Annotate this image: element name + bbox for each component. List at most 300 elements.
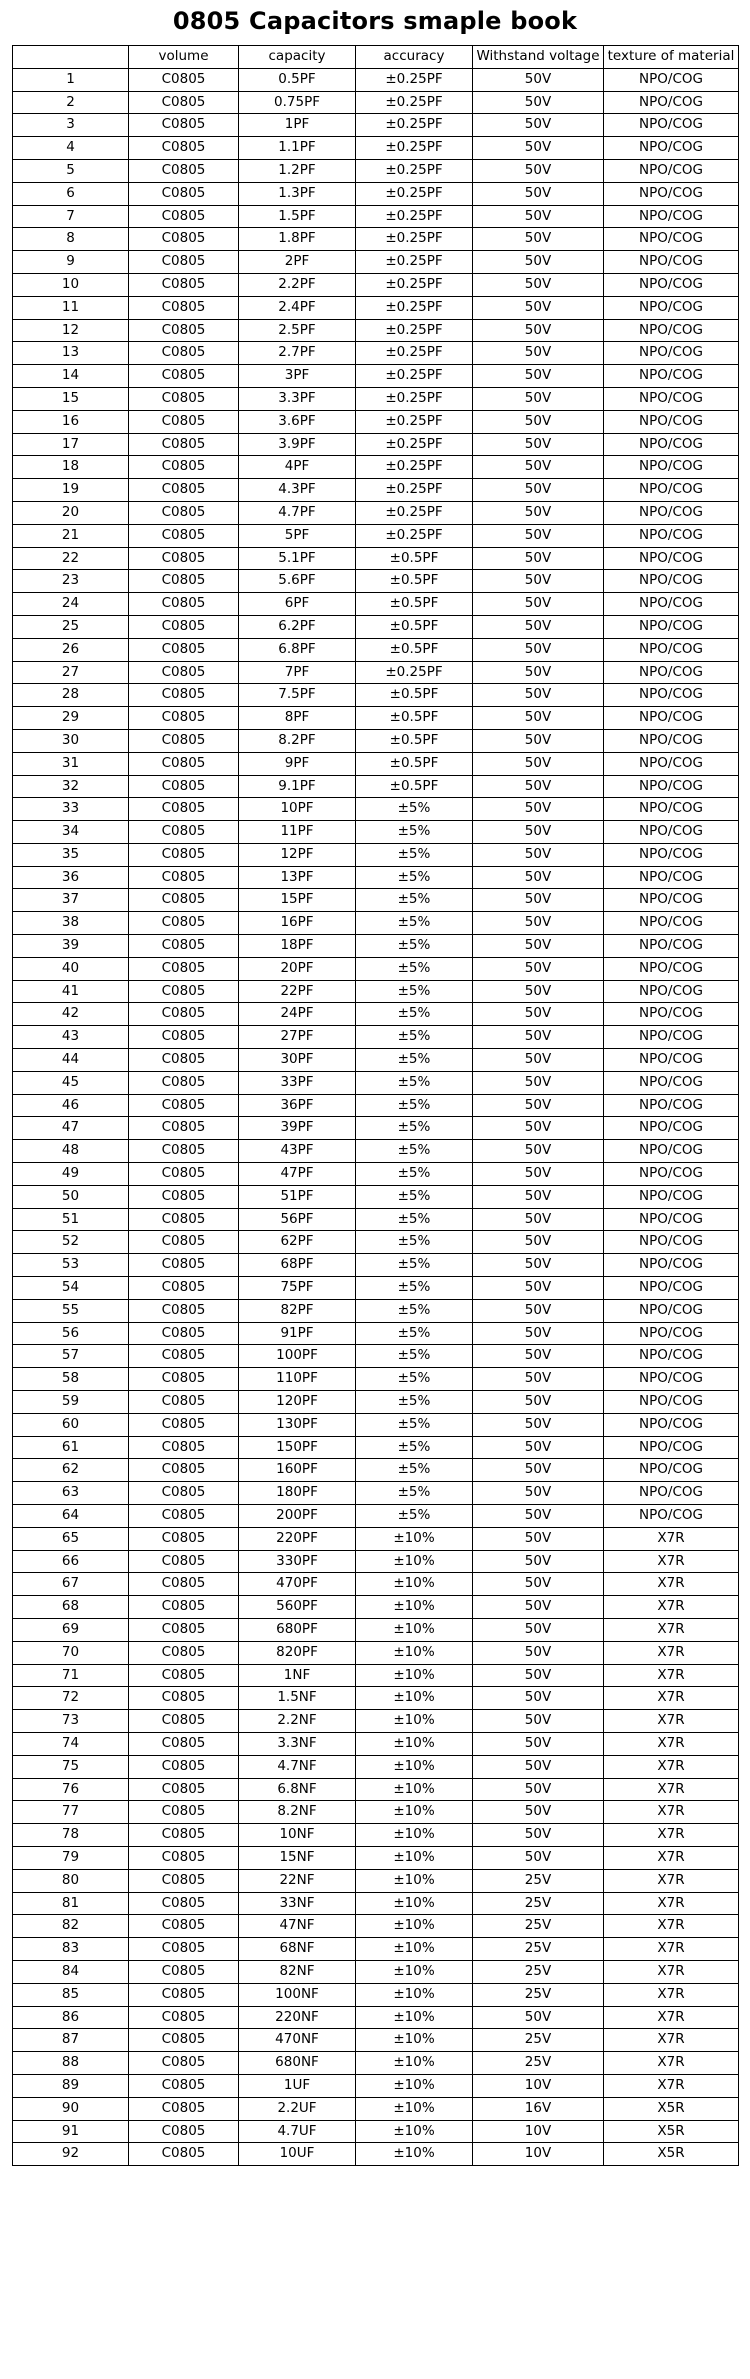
cell-texture: NPO/COG xyxy=(604,137,739,160)
cell-volume: C0805 xyxy=(129,456,239,479)
cell-texture: NPO/COG xyxy=(604,821,739,844)
table-row xyxy=(13,2052,739,2075)
cell-volume: C0805 xyxy=(129,1391,239,1414)
cell-texture: X7R xyxy=(604,1960,739,1983)
cell-index: 11 xyxy=(13,296,129,319)
cell-withstand-voltage: 50V xyxy=(473,1801,604,1824)
cell-withstand-voltage: 50V xyxy=(473,1459,604,1482)
cell-withstand-voltage: 50V xyxy=(473,1322,604,1345)
table-row xyxy=(13,798,739,821)
cell-volume: C0805 xyxy=(129,228,239,251)
cell-capacity: 30PF xyxy=(239,1049,356,1072)
cell-texture: NPO/COG xyxy=(604,1049,739,1072)
cell-accuracy: ±10% xyxy=(356,1755,473,1778)
table-row xyxy=(13,729,739,752)
cell-withstand-voltage: 50V xyxy=(473,615,604,638)
cell-withstand-voltage: 50V xyxy=(473,159,604,182)
cell-accuracy: ±5% xyxy=(356,1140,473,1163)
cell-index: 46 xyxy=(13,1094,129,1117)
cell-volume: C0805 xyxy=(129,159,239,182)
cell-index: 29 xyxy=(13,707,129,730)
table-row xyxy=(13,1527,739,1550)
header-index xyxy=(13,46,129,69)
cell-accuracy: ±5% xyxy=(356,1413,473,1436)
cell-index: 37 xyxy=(13,889,129,912)
cell-index: 73 xyxy=(13,1710,129,1733)
cell-texture: NPO/COG xyxy=(604,319,739,342)
cell-accuracy: ±10% xyxy=(356,1801,473,1824)
table-row xyxy=(13,2029,739,2052)
cell-capacity: 2.2NF xyxy=(239,1710,356,1733)
table-row xyxy=(13,912,739,935)
cell-accuracy: ±5% xyxy=(356,1391,473,1414)
cell-withstand-voltage: 50V xyxy=(473,1163,604,1186)
cell-capacity: 4.7PF xyxy=(239,501,356,524)
cell-capacity: 20PF xyxy=(239,957,356,980)
table-row xyxy=(13,843,739,866)
table-row xyxy=(13,1824,739,1847)
cell-capacity: 680NF xyxy=(239,2052,356,2075)
cell-accuracy: ±0.25PF xyxy=(356,137,473,160)
cell-volume: C0805 xyxy=(129,1140,239,1163)
cell-capacity: 36PF xyxy=(239,1094,356,1117)
cell-texture: X7R xyxy=(604,1892,739,1915)
cell-volume: C0805 xyxy=(129,1117,239,1140)
cell-withstand-voltage: 50V xyxy=(473,1140,604,1163)
cell-withstand-voltage: 50V xyxy=(473,935,604,958)
cell-index: 50 xyxy=(13,1185,129,1208)
cell-index: 54 xyxy=(13,1277,129,1300)
cell-volume: C0805 xyxy=(129,1185,239,1208)
cell-volume: C0805 xyxy=(129,684,239,707)
table-row xyxy=(13,1345,739,1368)
cell-accuracy: ±5% xyxy=(356,1482,473,1505)
cell-accuracy: ±5% xyxy=(356,1254,473,1277)
cell-texture: NPO/COG xyxy=(604,1003,739,1026)
cell-withstand-voltage: 25V xyxy=(473,2029,604,2052)
cell-texture: NPO/COG xyxy=(604,912,739,935)
cell-withstand-voltage: 50V xyxy=(473,1254,604,1277)
cell-volume: C0805 xyxy=(129,1938,239,1961)
cell-capacity: 1.1PF xyxy=(239,137,356,160)
cell-volume: C0805 xyxy=(129,843,239,866)
cell-withstand-voltage: 50V xyxy=(473,1299,604,1322)
cell-withstand-voltage: 50V xyxy=(473,1573,604,1596)
cell-volume: C0805 xyxy=(129,182,239,205)
cell-accuracy: ±5% xyxy=(356,1231,473,1254)
header-volume: volume xyxy=(129,46,239,69)
table-row xyxy=(13,342,739,365)
table-row xyxy=(13,2143,739,2166)
cell-volume: C0805 xyxy=(129,1231,239,1254)
cell-index: 65 xyxy=(13,1527,129,1550)
table-row xyxy=(13,251,739,274)
cell-volume: C0805 xyxy=(129,1824,239,1847)
cell-capacity: 180PF xyxy=(239,1482,356,1505)
cell-withstand-voltage: 50V xyxy=(473,547,604,570)
cell-accuracy: ±5% xyxy=(356,1071,473,1094)
table-row xyxy=(13,661,739,684)
table-row xyxy=(13,182,739,205)
cell-texture: X7R xyxy=(604,1527,739,1550)
cell-capacity: 2.7PF xyxy=(239,342,356,365)
cell-withstand-voltage: 50V xyxy=(473,707,604,730)
cell-volume: C0805 xyxy=(129,1983,239,2006)
cell-volume: C0805 xyxy=(129,1413,239,1436)
table-row xyxy=(13,91,739,114)
cell-withstand-voltage: 50V xyxy=(473,1527,604,1550)
cell-index: 57 xyxy=(13,1345,129,1368)
cell-capacity: 62PF xyxy=(239,1231,356,1254)
cell-texture: NPO/COG xyxy=(604,1026,739,1049)
cell-texture: NPO/COG xyxy=(604,1071,739,1094)
cell-capacity: 43PF xyxy=(239,1140,356,1163)
cell-withstand-voltage: 50V xyxy=(473,1071,604,1094)
cell-volume: C0805 xyxy=(129,1071,239,1094)
cell-index: 38 xyxy=(13,912,129,935)
table-row xyxy=(13,1482,739,1505)
cell-texture: NPO/COG xyxy=(604,866,739,889)
cell-capacity: 820PF xyxy=(239,1641,356,1664)
cell-capacity: 560PF xyxy=(239,1596,356,1619)
table-row xyxy=(13,1140,739,1163)
cell-accuracy: ±10% xyxy=(356,1778,473,1801)
table-row xyxy=(13,1026,739,1049)
cell-accuracy: ±10% xyxy=(356,1641,473,1664)
cell-texture: NPO/COG xyxy=(604,1094,739,1117)
cell-withstand-voltage: 50V xyxy=(473,729,604,752)
cell-texture: X7R xyxy=(604,1869,739,1892)
cell-volume: C0805 xyxy=(129,1459,239,1482)
cell-texture: NPO/COG xyxy=(604,1231,739,1254)
cell-index: 35 xyxy=(13,843,129,866)
cell-accuracy: ±0.25PF xyxy=(356,91,473,114)
cell-texture: NPO/COG xyxy=(604,593,739,616)
cell-withstand-voltage: 50V xyxy=(473,1094,604,1117)
cell-volume: C0805 xyxy=(129,1710,239,1733)
table-row xyxy=(13,1960,739,1983)
cell-accuracy: ±5% xyxy=(356,889,473,912)
cell-withstand-voltage: 25V xyxy=(473,1983,604,2006)
cell-texture: NPO/COG xyxy=(604,456,739,479)
table-row xyxy=(13,137,739,160)
cell-capacity: 220NF xyxy=(239,2006,356,2029)
cell-index: 59 xyxy=(13,1391,129,1414)
cell-index: 43 xyxy=(13,1026,129,1049)
cell-capacity: 1.2PF xyxy=(239,159,356,182)
cell-capacity: 9.1PF xyxy=(239,775,356,798)
cell-index: 90 xyxy=(13,2097,129,2120)
cell-accuracy: ±0.25PF xyxy=(356,182,473,205)
cell-volume: C0805 xyxy=(129,752,239,775)
cell-index: 56 xyxy=(13,1322,129,1345)
cell-capacity: 1UF xyxy=(239,2074,356,2097)
cell-index: 41 xyxy=(13,980,129,1003)
cell-volume: C0805 xyxy=(129,1345,239,1368)
cell-texture: NPO/COG xyxy=(604,1322,739,1345)
cell-index: 66 xyxy=(13,1550,129,1573)
cell-withstand-voltage: 50V xyxy=(473,524,604,547)
table-row xyxy=(13,524,739,547)
cell-capacity: 22NF xyxy=(239,1869,356,1892)
cell-texture: NPO/COG xyxy=(604,273,739,296)
cell-withstand-voltage: 50V xyxy=(473,273,604,296)
cell-accuracy: ±10% xyxy=(356,1824,473,1847)
cell-accuracy: ±0.5PF xyxy=(356,615,473,638)
cell-volume: C0805 xyxy=(129,1755,239,1778)
cell-volume: C0805 xyxy=(129,1208,239,1231)
cell-volume: C0805 xyxy=(129,1163,239,1186)
cell-capacity: 33NF xyxy=(239,1892,356,1915)
cell-texture: NPO/COG xyxy=(604,205,739,228)
cell-capacity: 680PF xyxy=(239,1618,356,1641)
cell-withstand-voltage: 50V xyxy=(473,1482,604,1505)
cell-texture: NPO/COG xyxy=(604,1254,739,1277)
cell-accuracy: ±0.5PF xyxy=(356,684,473,707)
cell-accuracy: ±5% xyxy=(356,1505,473,1528)
cell-volume: C0805 xyxy=(129,1277,239,1300)
cell-capacity: 3.3PF xyxy=(239,387,356,410)
cell-texture: NPO/COG xyxy=(604,479,739,502)
cell-capacity: 4.3PF xyxy=(239,479,356,502)
table-row xyxy=(13,2120,739,2143)
cell-capacity: 82PF xyxy=(239,1299,356,1322)
cell-volume: C0805 xyxy=(129,2006,239,2029)
cell-volume: C0805 xyxy=(129,1618,239,1641)
cell-capacity: 9PF xyxy=(239,752,356,775)
cell-volume: C0805 xyxy=(129,1596,239,1619)
cell-index: 27 xyxy=(13,661,129,684)
cell-capacity: 0.75PF xyxy=(239,91,356,114)
cell-accuracy: ±10% xyxy=(356,2006,473,2029)
table-row xyxy=(13,410,739,433)
cell-capacity: 39PF xyxy=(239,1117,356,1140)
cell-texture: NPO/COG xyxy=(604,68,739,91)
cell-capacity: 2.2PF xyxy=(239,273,356,296)
cell-capacity: 1NF xyxy=(239,1664,356,1687)
table-row xyxy=(13,980,739,1003)
cell-texture: NPO/COG xyxy=(604,547,739,570)
cell-index: 64 xyxy=(13,1505,129,1528)
table-row xyxy=(13,1505,739,1528)
cell-withstand-voltage: 50V xyxy=(473,1231,604,1254)
cell-index: 78 xyxy=(13,1824,129,1847)
table-row xyxy=(13,707,739,730)
cell-volume: C0805 xyxy=(129,1436,239,1459)
cell-capacity: 16PF xyxy=(239,912,356,935)
cell-index: 19 xyxy=(13,479,129,502)
cell-volume: C0805 xyxy=(129,319,239,342)
cell-withstand-voltage: 10V xyxy=(473,2143,604,2166)
cell-capacity: 150PF xyxy=(239,1436,356,1459)
cell-texture: NPO/COG xyxy=(604,1436,739,1459)
table-row xyxy=(13,2074,739,2097)
cell-volume: C0805 xyxy=(129,114,239,137)
cell-index: 53 xyxy=(13,1254,129,1277)
table-row xyxy=(13,1755,739,1778)
cell-withstand-voltage: 50V xyxy=(473,1049,604,1072)
cell-texture: X7R xyxy=(604,1778,739,1801)
cell-accuracy: ±5% xyxy=(356,1185,473,1208)
cell-texture: NPO/COG xyxy=(604,843,739,866)
cell-texture: NPO/COG xyxy=(604,638,739,661)
cell-index: 39 xyxy=(13,935,129,958)
cell-capacity: 22PF xyxy=(239,980,356,1003)
cell-withstand-voltage: 50V xyxy=(473,866,604,889)
cell-accuracy: ±0.25PF xyxy=(356,456,473,479)
cell-texture: NPO/COG xyxy=(604,159,739,182)
cell-texture: NPO/COG xyxy=(604,1277,739,1300)
cell-index: 47 xyxy=(13,1117,129,1140)
cell-accuracy: ±5% xyxy=(356,843,473,866)
table-row xyxy=(13,68,739,91)
cell-volume: C0805 xyxy=(129,1322,239,1345)
cell-withstand-voltage: 50V xyxy=(473,912,604,935)
cell-capacity: 47NF xyxy=(239,1915,356,1938)
cell-capacity: 5.6PF xyxy=(239,570,356,593)
cell-index: 31 xyxy=(13,752,129,775)
cell-capacity: 11PF xyxy=(239,821,356,844)
cell-index: 83 xyxy=(13,1938,129,1961)
cell-texture: NPO/COG xyxy=(604,228,739,251)
cell-withstand-voltage: 50V xyxy=(473,1618,604,1641)
cell-volume: C0805 xyxy=(129,2120,239,2143)
table-row xyxy=(13,889,739,912)
cell-withstand-voltage: 50V xyxy=(473,1003,604,1026)
capacitor-table xyxy=(12,45,739,2166)
cell-capacity: 12PF xyxy=(239,843,356,866)
cell-index: 67 xyxy=(13,1573,129,1596)
table-row xyxy=(13,593,739,616)
cell-volume: C0805 xyxy=(129,1801,239,1824)
cell-capacity: 470PF xyxy=(239,1573,356,1596)
cell-index: 55 xyxy=(13,1299,129,1322)
cell-capacity: 160PF xyxy=(239,1459,356,1482)
cell-texture: X7R xyxy=(604,1846,739,1869)
cell-volume: C0805 xyxy=(129,1094,239,1117)
cell-withstand-voltage: 50V xyxy=(473,638,604,661)
cell-texture: NPO/COG xyxy=(604,775,739,798)
cell-texture: NPO/COG xyxy=(604,707,739,730)
table-row xyxy=(13,547,739,570)
cell-capacity: 7.5PF xyxy=(239,684,356,707)
cell-volume: C0805 xyxy=(129,205,239,228)
cell-index: 17 xyxy=(13,433,129,456)
cell-withstand-voltage: 50V xyxy=(473,319,604,342)
cell-accuracy: ±0.25PF xyxy=(356,342,473,365)
cell-capacity: 4.7NF xyxy=(239,1755,356,1778)
cell-capacity: 3PF xyxy=(239,365,356,388)
cell-withstand-voltage: 50V xyxy=(473,1846,604,1869)
table-row xyxy=(13,1550,739,1573)
cell-accuracy: ±10% xyxy=(356,1960,473,1983)
cell-accuracy: ±10% xyxy=(356,1732,473,1755)
cell-withstand-voltage: 25V xyxy=(473,1915,604,1938)
table-row xyxy=(13,1983,739,2006)
cell-index: 4 xyxy=(13,137,129,160)
cell-accuracy: ±10% xyxy=(356,1687,473,1710)
cell-capacity: 8.2PF xyxy=(239,729,356,752)
cell-accuracy: ±0.25PF xyxy=(356,319,473,342)
cell-capacity: 4.7UF xyxy=(239,2120,356,2143)
cell-index: 34 xyxy=(13,821,129,844)
cell-accuracy: ±0.5PF xyxy=(356,638,473,661)
cell-accuracy: ±5% xyxy=(356,1322,473,1345)
cell-capacity: 130PF xyxy=(239,1413,356,1436)
cell-capacity: 3.6PF xyxy=(239,410,356,433)
cell-accuracy: ±10% xyxy=(356,1846,473,1869)
cell-capacity: 8PF xyxy=(239,707,356,730)
cell-withstand-voltage: 50V xyxy=(473,821,604,844)
cell-accuracy: ±0.5PF xyxy=(356,547,473,570)
cell-accuracy: ±5% xyxy=(356,1049,473,1072)
cell-capacity: 7PF xyxy=(239,661,356,684)
cell-capacity: 1.8PF xyxy=(239,228,356,251)
cell-texture: X7R xyxy=(604,1618,739,1641)
cell-texture: NPO/COG xyxy=(604,798,739,821)
cell-texture: NPO/COG xyxy=(604,570,739,593)
cell-texture: X7R xyxy=(604,1641,739,1664)
cell-index: 60 xyxy=(13,1413,129,1436)
table-row xyxy=(13,1732,739,1755)
cell-accuracy: ±10% xyxy=(356,1550,473,1573)
table-row xyxy=(13,1231,739,1254)
cell-index: 88 xyxy=(13,2052,129,2075)
cell-texture: X5R xyxy=(604,2143,739,2166)
cell-index: 89 xyxy=(13,2074,129,2097)
cell-accuracy: ±5% xyxy=(356,935,473,958)
cell-accuracy: ±10% xyxy=(356,2143,473,2166)
cell-index: 72 xyxy=(13,1687,129,1710)
table-row xyxy=(13,1869,739,1892)
cell-accuracy: ±10% xyxy=(356,2029,473,2052)
cell-volume: C0805 xyxy=(129,1299,239,1322)
cell-accuracy: ±0.25PF xyxy=(356,273,473,296)
table-row xyxy=(13,821,739,844)
cell-withstand-voltage: 50V xyxy=(473,342,604,365)
cell-index: 61 xyxy=(13,1436,129,1459)
cell-volume: C0805 xyxy=(129,342,239,365)
cell-capacity: 220PF xyxy=(239,1527,356,1550)
cell-volume: C0805 xyxy=(129,1482,239,1505)
cell-withstand-voltage: 50V xyxy=(473,228,604,251)
table-row xyxy=(13,1596,739,1619)
cell-volume: C0805 xyxy=(129,1368,239,1391)
cell-accuracy: ±10% xyxy=(356,1710,473,1733)
table-row xyxy=(13,365,739,388)
cell-texture: X7R xyxy=(604,1664,739,1687)
cell-accuracy: ±10% xyxy=(356,1869,473,1892)
cell-index: 86 xyxy=(13,2006,129,2029)
cell-volume: C0805 xyxy=(129,1641,239,1664)
cell-index: 12 xyxy=(13,319,129,342)
cell-texture: NPO/COG xyxy=(604,365,739,388)
cell-capacity: 75PF xyxy=(239,1277,356,1300)
cell-accuracy: ±0.25PF xyxy=(356,365,473,388)
table-row xyxy=(13,775,739,798)
table-row xyxy=(13,2006,739,2029)
cell-texture: NPO/COG xyxy=(604,1505,739,1528)
cell-withstand-voltage: 50V xyxy=(473,1436,604,1459)
cell-texture: NPO/COG xyxy=(604,91,739,114)
cell-texture: NPO/COG xyxy=(604,957,739,980)
cell-accuracy: ±5% xyxy=(356,1208,473,1231)
cell-capacity: 120PF xyxy=(239,1391,356,1414)
cell-volume: C0805 xyxy=(129,1915,239,1938)
table-row xyxy=(13,1915,739,1938)
table-row xyxy=(13,1254,739,1277)
cell-index: 16 xyxy=(13,410,129,433)
